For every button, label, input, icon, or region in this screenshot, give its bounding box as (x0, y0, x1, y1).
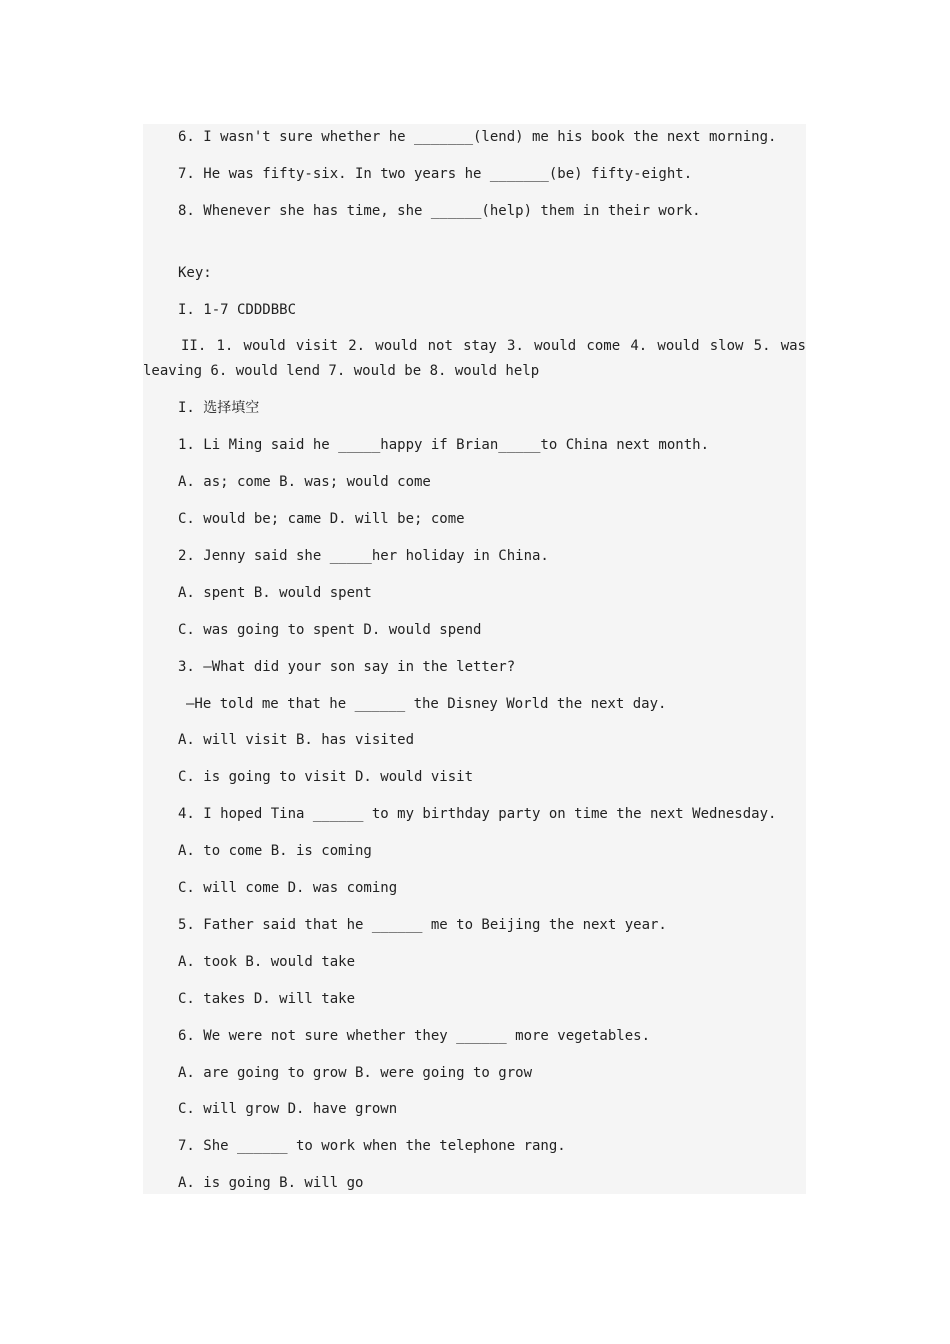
question-2: 2. Jenny said she _____her holiday in China. (178, 548, 549, 564)
question-4-options-cd: C. will come D. was coming (178, 880, 398, 896)
question-5-options-cd: C. takes D. will take (178, 991, 356, 1007)
question-2-options-cd: C. was going to spent D. would spend (178, 622, 482, 638)
exercise-item-6: 6. I wasn't sure whether he _______(lend) me his book the next morning. (178, 129, 777, 145)
question-3: 3. —What did your son say in the letter? (178, 659, 516, 675)
question-1: 1. Li Ming said he _____happy if Brian_____to China next month. (178, 437, 710, 453)
key-part1: I. 1-7 CDDDBBC (178, 302, 297, 318)
question-7: 7. She ______ to work when the telephone rang. (178, 1138, 566, 1154)
question-7-options-ab: A. is going B. will go (178, 1175, 364, 1191)
key-part2 (143, 334, 806, 384)
section-heading: I. 选择填空 (178, 400, 260, 416)
exercise-item-8: 8. Whenever she has time, she ______(help) them in their work. (178, 203, 701, 219)
question-6-options-cd: C. will grow D. have grown (178, 1101, 398, 1117)
question-4-options-ab: A. to come B. is coming (178, 843, 372, 859)
question-4: 4. I hoped Tina ______ to my birthday party on time the next Wednesday. (178, 806, 777, 822)
question-6-options-ab: A. are going to grow B. were going to grow (178, 1065, 533, 1081)
key-heading: Key: (178, 265, 212, 281)
question-6: 6. We were not sure whether they ______ more vegetables. (178, 1028, 651, 1044)
question-3-answer-line: —He told me that he ______ the Disney World the next day. (186, 696, 667, 712)
question-2-options-ab: A. spent B. would spent (178, 585, 372, 601)
question-3-options-ab: A. will visit B. has visited (178, 732, 415, 748)
key-part2-text: II. 1. would visit 2. would not stay 3. would come 4. would slow 5. was leaving 6. would lend 7. would be 8. would help (143, 338, 806, 379)
question-5: 5. Father said that he ______ me to Beijing the next year. (178, 917, 667, 933)
question-1-options-cd: C. would be; came D. will be; come (178, 511, 465, 527)
exercise-item-7: 7. He was fifty-six. In two years he _______(be) fifty-eight. (178, 166, 693, 182)
question-3-options-cd: C. is going to visit D. would visit (178, 769, 474, 785)
question-1-options-ab: A. as; come B. was; would come (178, 474, 431, 490)
question-5-options-ab: A. took B. would take (178, 954, 356, 970)
